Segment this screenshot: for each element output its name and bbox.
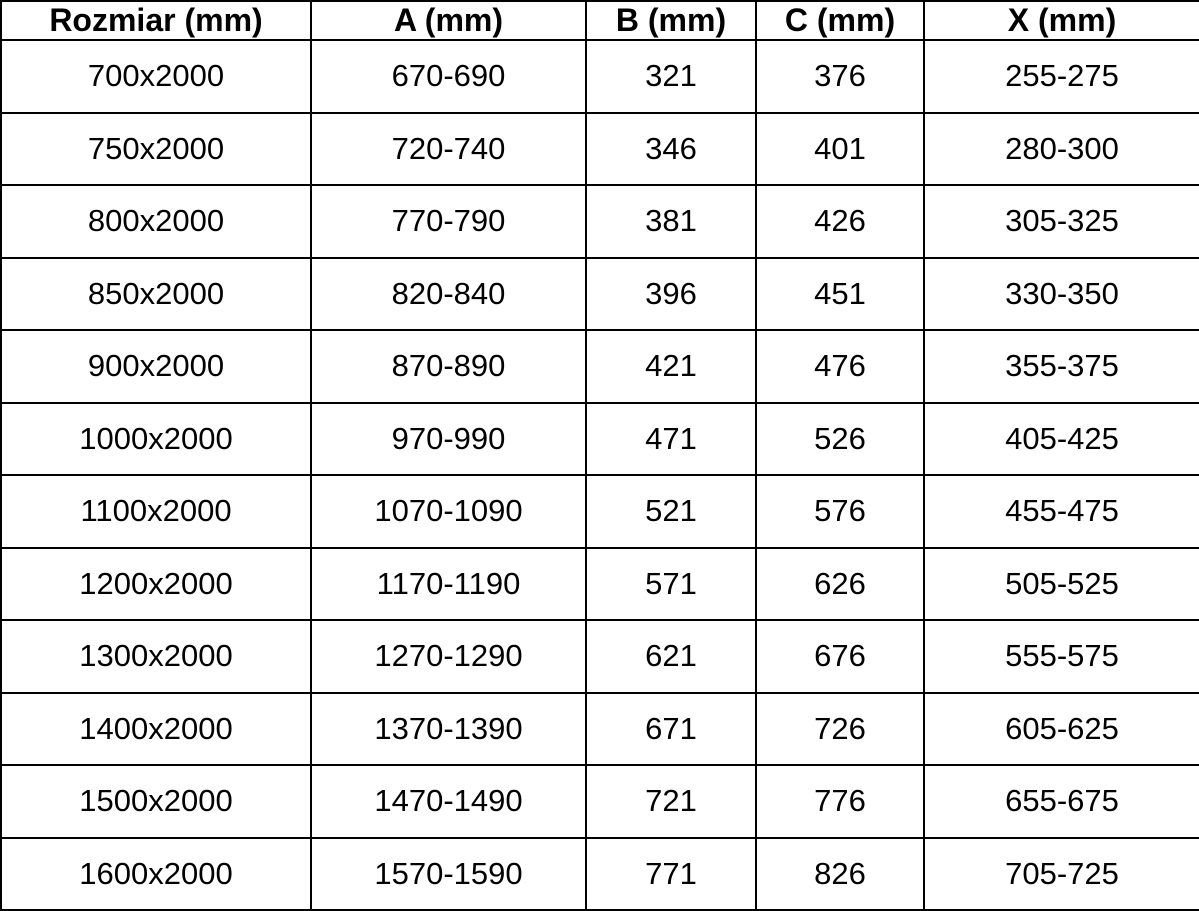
table-cell: 405-425 bbox=[924, 403, 1199, 476]
table-cell: 671 bbox=[586, 693, 756, 766]
table-row bbox=[1, 475, 1199, 548]
table-cell: 376 bbox=[756, 40, 924, 113]
table-cell: 771 bbox=[586, 838, 756, 911]
table-cell: 700x2000 bbox=[1, 40, 311, 113]
table-cell: 521 bbox=[586, 475, 756, 548]
table-row bbox=[1, 838, 1199, 911]
table-cell: 770-790 bbox=[311, 185, 586, 258]
table-row bbox=[1, 113, 1199, 186]
table-cell: 621 bbox=[586, 620, 756, 693]
table-cell: 1070-1090 bbox=[311, 475, 586, 548]
table-header bbox=[1, 1, 1199, 40]
table-cell: 720-740 bbox=[311, 113, 586, 186]
table-cell: 1400x2000 bbox=[1, 693, 311, 766]
table-row bbox=[1, 330, 1199, 403]
table-cell: 1100x2000 bbox=[1, 475, 311, 548]
table-row bbox=[1, 185, 1199, 258]
table-body bbox=[1, 40, 1199, 910]
table-cell: 321 bbox=[586, 40, 756, 113]
table-cell: 401 bbox=[756, 113, 924, 186]
table-cell: 471 bbox=[586, 403, 756, 476]
table-cell: 1300x2000 bbox=[1, 620, 311, 693]
table-cell: 1370-1390 bbox=[311, 693, 586, 766]
table-cell: 970-990 bbox=[311, 403, 586, 476]
table-cell: 826 bbox=[756, 838, 924, 911]
table-cell: 455-475 bbox=[924, 475, 1199, 548]
table-cell: 1200x2000 bbox=[1, 548, 311, 621]
table-cell: 451 bbox=[756, 258, 924, 331]
table-cell: 676 bbox=[756, 620, 924, 693]
table-cell: 1470-1490 bbox=[311, 765, 586, 838]
table-cell: 705-725 bbox=[924, 838, 1199, 911]
table-cell: 505-525 bbox=[924, 548, 1199, 621]
table-cell: 850x2000 bbox=[1, 258, 311, 331]
table-row bbox=[1, 403, 1199, 476]
table-row bbox=[1, 620, 1199, 693]
table-cell: 900x2000 bbox=[1, 330, 311, 403]
table-cell: 721 bbox=[586, 765, 756, 838]
table-cell: 355-375 bbox=[924, 330, 1199, 403]
column-header-a: A (mm) bbox=[311, 1, 586, 40]
table-row bbox=[1, 258, 1199, 331]
table-cell: 346 bbox=[586, 113, 756, 186]
table-cell: 576 bbox=[756, 475, 924, 548]
table-cell: 555-575 bbox=[924, 620, 1199, 693]
table-cell: 396 bbox=[586, 258, 756, 331]
table-row bbox=[1, 765, 1199, 838]
table-cell: 1600x2000 bbox=[1, 838, 311, 911]
table-cell: 605-625 bbox=[924, 693, 1199, 766]
header-row bbox=[1, 1, 1199, 40]
table-row bbox=[1, 548, 1199, 621]
table-cell: 526 bbox=[756, 403, 924, 476]
column-header-x: X (mm) bbox=[924, 1, 1199, 40]
column-header-b: B (mm) bbox=[586, 1, 756, 40]
table-cell: 1500x2000 bbox=[1, 765, 311, 838]
table-cell: 750x2000 bbox=[1, 113, 311, 186]
table-cell: 426 bbox=[756, 185, 924, 258]
table-cell: 255-275 bbox=[924, 40, 1199, 113]
table-cell: 571 bbox=[586, 548, 756, 621]
table-cell: 476 bbox=[756, 330, 924, 403]
table-cell: 1570-1590 bbox=[311, 838, 586, 911]
table-cell: 655-675 bbox=[924, 765, 1199, 838]
column-header-rozmiar: Rozmiar (mm) bbox=[1, 1, 311, 40]
table-cell: 1000x2000 bbox=[1, 403, 311, 476]
table-cell: 670-690 bbox=[311, 40, 586, 113]
table-cell: 280-300 bbox=[924, 113, 1199, 186]
table-row bbox=[1, 693, 1199, 766]
table-cell: 776 bbox=[756, 765, 924, 838]
column-header-c: C (mm) bbox=[756, 1, 924, 40]
table-cell: 381 bbox=[586, 185, 756, 258]
table-cell: 626 bbox=[756, 548, 924, 621]
table-cell: 305-325 bbox=[924, 185, 1199, 258]
table-cell: 820-840 bbox=[311, 258, 586, 331]
table-cell: 421 bbox=[586, 330, 756, 403]
table-cell: 1270-1290 bbox=[311, 620, 586, 693]
table-cell: 330-350 bbox=[924, 258, 1199, 331]
table-cell: 726 bbox=[756, 693, 924, 766]
table-row bbox=[1, 40, 1199, 113]
table-cell: 1170-1190 bbox=[311, 548, 586, 621]
table-cell: 870-890 bbox=[311, 330, 586, 403]
table-cell: 800x2000 bbox=[1, 185, 311, 258]
